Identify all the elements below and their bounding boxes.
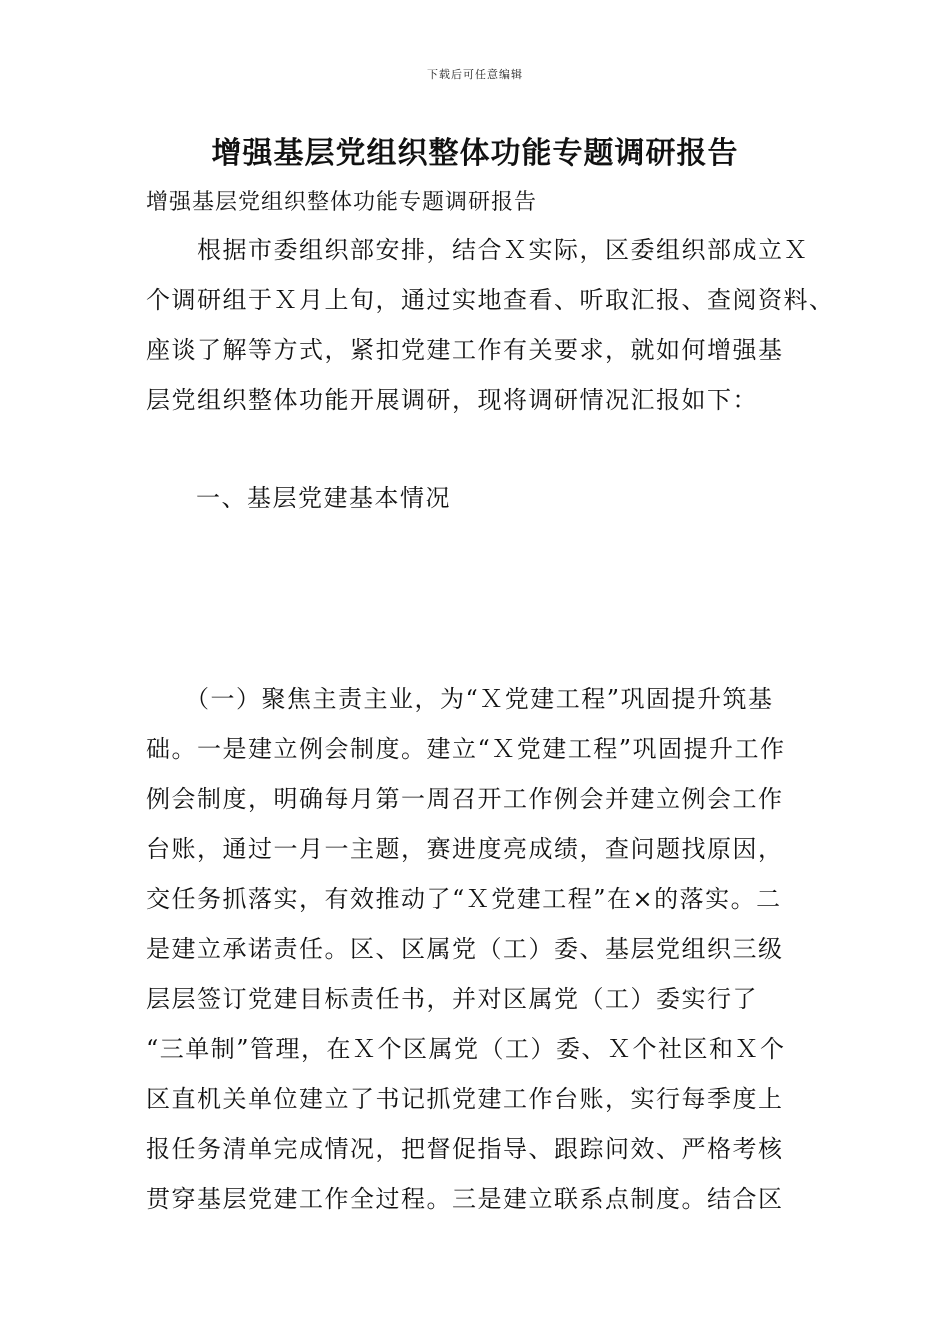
header-note: 下载后可任意编辑: [427, 68, 523, 81]
body-line: （一）聚焦主责主业，为“Ｘ党建工程”巩固提升筑基: [146, 685, 774, 713]
document-title: 增强基层党组织整体功能专题调研报告: [211, 136, 739, 171]
body-paragraph: [146, 674, 826, 1224]
body-line: “三单制”管理，在Ｘ个区属党（工）委、Ｘ个社区和Ｘ个: [146, 1035, 786, 1063]
intro-paragraph: [146, 225, 835, 425]
body-line: 础。一是建立例会制度。建立“Ｘ党建工程”巩固提升工作: [146, 735, 786, 763]
document-subtitle: 增强基层党组织整体功能专题调研报告: [146, 190, 538, 215]
body-line: 例会制度，明确每月第一周召开工作例会并建立例会工作: [146, 785, 784, 813]
body-line: 台账，通过一月一主题，赛进度亮成绩，查问题找原因，: [146, 835, 784, 863]
intro-line: 个调研组于Ｘ月上旬，通过实地查看、听取汇报、查阅资料、: [146, 286, 835, 314]
body-line: 贯穿基层党建工作全过程。三是建立联系点制度。结合区: [146, 1185, 784, 1213]
body-line: 是建立承诺责任。区、区属党（工）委、基层党组织三级: [146, 935, 784, 963]
body-line: 报任务清单完成情况，把督促指导、跟踪问效、严格考核: [146, 1135, 784, 1163]
body-line: 层层签订党建目标责任书，并对区属党（工）委实行了: [146, 985, 758, 1013]
intro-line: 根据市委组织部安排，结合Ｘ实际，区委组织部成立Ｘ: [146, 236, 809, 264]
section-heading: 一、基层党建基本情况: [196, 484, 451, 512]
intro-line: 层党组织整体功能开展调研，现将调研情况汇报如下：: [146, 386, 758, 414]
body-line: 区直机关单位建立了书记抓党建工作台账，实行每季度上: [146, 1085, 784, 1113]
intro-line: 座谈了解等方式，紧扣党建工作有关要求，就如何增强基: [146, 336, 784, 364]
body-line: 交任务抓落实，有效推动了“Ｘ党建工程”在×的落实。二: [146, 885, 782, 913]
